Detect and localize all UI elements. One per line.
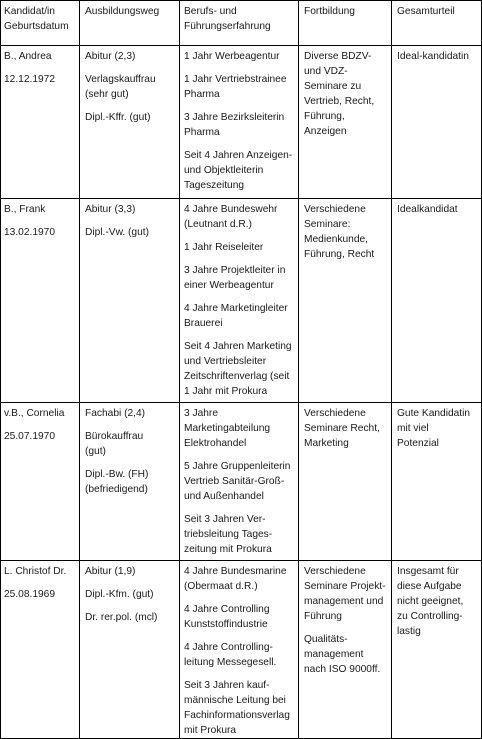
header-verdict: [397, 4, 479, 19]
experience-entry: [184, 240, 296, 255]
cell-text-line: mit viel: [397, 423, 429, 434]
cell-text-line: und VDZ-: [304, 66, 348, 77]
header-verdict-label: Gesamturteil: [397, 6, 455, 17]
cell-text-line: Idealkandidat: [397, 204, 458, 215]
cell-text-line: Gute Kandidatin: [397, 408, 471, 419]
column-divider: [298, 0, 299, 739]
cell-text-line: 4 Jahre Controlling: [184, 604, 270, 615]
candidate-birthdate: 25.07.1970: [4, 431, 55, 442]
cell-text-line: Kunststoffindustrie: [184, 619, 268, 630]
experience-entry: [184, 263, 296, 293]
cell-text-line: Verlagskauffrau: [85, 74, 156, 85]
cell-text-line: Dipl.-Kfm. (gut): [85, 589, 154, 600]
training-entry: [304, 406, 390, 451]
cell-text-line: Seit 3 Jahren Ver-: [184, 514, 266, 525]
experience-entry: [184, 301, 296, 331]
cell-text-line: Führung: [304, 611, 342, 622]
verdict-cell: [397, 49, 479, 64]
verdict-entry: [397, 406, 479, 451]
cell-text-line: Seminare:: [304, 219, 351, 230]
cell-text-line: triebsleitung Tages-: [184, 529, 273, 540]
row-divider: [0, 198, 482, 199]
cell-text-line: mit Prokura: [184, 725, 237, 736]
cell-text-line: männische Leitung bei: [184, 695, 286, 706]
cell-text-line: leitung Messegesell.: [184, 657, 277, 668]
header-experience: [184, 4, 296, 34]
cell-text-line: Vertrieb, Recht,: [304, 96, 375, 107]
cell-text-line: Dipl.-Kffr. (gut): [85, 112, 151, 123]
experience-cell: [184, 564, 296, 738]
cell-text-line: 1 Jahr Vertriebstrainee: [184, 74, 287, 85]
cell-text-line: Brauerei: [184, 318, 223, 329]
header-education-label: Ausbildungsweg: [85, 6, 160, 17]
cell-text-line: (sehr gut): [85, 89, 129, 100]
experience-entry: [184, 339, 296, 399]
training-cell: [304, 202, 390, 262]
cell-text-line: management: [304, 649, 364, 660]
cell-text-line: zu Controlling-: [397, 611, 463, 622]
education-entry: [85, 225, 177, 240]
verdict-entry: [397, 202, 479, 217]
cell-text-line: 4 Jahre Controlling-: [184, 642, 273, 653]
cell-text-line: 3 Jahre Bezirksleiterin: [184, 112, 285, 123]
experience-entry: [184, 640, 296, 670]
cell-text-line: Führung, Recht: [304, 249, 375, 260]
cell-text-line: Verschiedene: [304, 566, 366, 577]
candidate-cell: [4, 564, 78, 602]
cell-text-line: Anzeigen: [304, 126, 347, 137]
cell-text-line: und Vertriebsleiter: [184, 356, 267, 367]
cell-text-line: Diverse BDZV-: [304, 51, 372, 62]
cell-text-line: nach ISO 9000ff.: [304, 664, 381, 675]
cell-text-line: Abitur (1,9): [85, 566, 136, 577]
candidate-cell: [4, 49, 78, 87]
cell-text-line: 3 Jahre: [184, 408, 218, 419]
cell-text-line: Vertrieb Sanitär-Groß-: [184, 476, 285, 487]
cell-text-line: Zeitschriftenverlag (seit: [184, 371, 290, 382]
cell-text-line: diese Aufgabe: [397, 581, 462, 592]
cell-text-line: lastig: [397, 626, 421, 637]
education-cell: [85, 49, 177, 125]
candidate-cell: [4, 202, 78, 240]
cell-text-line: zeitung mit Prokura: [184, 544, 272, 555]
experience-cell: [184, 406, 296, 557]
training-entry: [304, 202, 390, 262]
cell-text-line: Dipl.-Vw. (gut): [85, 227, 149, 238]
candidate-name: B., Frank: [4, 204, 46, 215]
header-education: [85, 4, 177, 19]
header-divider: [0, 45, 482, 46]
experience-entry: [184, 459, 296, 504]
cell-text-line: Führung,: [304, 111, 345, 122]
cell-text-line: 1 Jahr Reiseleiter: [184, 242, 264, 253]
candidate-cell: [4, 406, 78, 444]
header-training: [304, 4, 390, 19]
candidate-birthdate: 12.12.1972: [4, 74, 55, 85]
cell-text-line: und Objektleiterin: [184, 165, 264, 176]
cell-text-line: Qualitäts-: [304, 634, 348, 645]
cell-text-line: (Obermaat d.R.): [184, 581, 258, 592]
cell-text-line: (gut): [85, 446, 106, 457]
cell-text-line: Seminare Projekt-: [304, 581, 386, 592]
cell-text-line: Marketingabteilung: [184, 423, 271, 434]
verdict-cell: [397, 202, 479, 217]
education-entry: [85, 564, 177, 579]
training-cell: [304, 406, 390, 451]
cell-text-line: Seminare Recht,: [304, 423, 380, 434]
training-entry: [304, 632, 390, 677]
education-entry: [85, 110, 177, 125]
cell-text-line: (Leutnant d.R.): [184, 219, 252, 230]
experience-entry: [184, 49, 296, 64]
cell-text-line: Seit 4 Jahren Anzeigen-: [184, 150, 293, 161]
cell-text-line: Medienkunde,: [304, 234, 369, 245]
cell-text-line: Seit 4 Jahren Marketing: [184, 341, 292, 352]
experience-entry: [184, 202, 296, 232]
experience-cell: [184, 49, 296, 193]
cell-text-line: und Außenhandel: [184, 491, 264, 502]
candidate-name: L. Christof Dr.: [4, 566, 67, 577]
cell-text-line: 3 Jahre Projektleiter in: [184, 265, 286, 276]
education-cell: [85, 564, 177, 625]
cell-text-line: Ideal-kandidatin: [397, 51, 469, 62]
experience-entry: [184, 512, 296, 557]
experience-entry: [184, 602, 296, 632]
cell-text-line: Verschiedene: [304, 204, 366, 215]
education-entry: [85, 202, 177, 217]
candidate-name: v.B., Cornelia: [4, 408, 65, 419]
cell-text-line: nicht geeignet,: [397, 596, 464, 607]
cell-text-line: Bürokauffrau: [85, 431, 144, 442]
table-border-top: [0, 0, 482, 1]
table-border-left: [0, 0, 1, 739]
education-entry: [85, 587, 177, 602]
education-entry: [85, 49, 177, 64]
header-candidate: [4, 4, 78, 34]
cell-text-line: Pharma: [184, 127, 220, 138]
cell-text-line: Abitur (2,3): [85, 51, 136, 62]
training-entry: [304, 564, 390, 624]
cell-text-line: 4 Jahre Marketingleiter: [184, 303, 288, 314]
experience-entry: [184, 72, 296, 102]
cell-text-line: Seminare zu: [304, 81, 362, 92]
header-experience-line: Führungserfahrung: [184, 21, 271, 32]
cell-text-line: Dipl.-Bw. (FH): [85, 469, 149, 480]
cell-text-line: Fachinformationsverlag: [184, 710, 290, 721]
education-entry: [85, 610, 177, 625]
training-cell: [304, 564, 390, 677]
cell-text-line: einer Werbeagentur: [184, 280, 274, 291]
cell-text-line: Elektrohandel: [184, 438, 247, 449]
cell-text-line: Marketing: [304, 438, 349, 449]
verdict-entry: [397, 564, 479, 639]
training-entry: [304, 49, 390, 139]
education-cell: [85, 202, 177, 240]
cell-text-line: 4 Jahre Bundesmarine: [184, 566, 287, 577]
cell-text-line: Fachabi (2,4): [85, 408, 146, 419]
header-birthdate-line: Geburtsdatum: [4, 21, 69, 32]
training-cell: [304, 49, 390, 139]
cell-text-line: Potenzial: [397, 438, 439, 449]
experience-entry: [184, 148, 296, 193]
cell-text-line: Pharma: [184, 89, 220, 100]
experience-cell: [184, 202, 296, 399]
education-cell: [85, 406, 177, 497]
cell-text-line: 1 Jahr Werbeagentur: [184, 51, 280, 62]
education-entry: [85, 467, 177, 497]
cell-text-line: Verschiedene: [304, 408, 366, 419]
experience-entry: [184, 564, 296, 594]
cell-text-line: Tageszeitung: [184, 180, 245, 191]
cell-text-line: Insgesamt für: [397, 566, 459, 577]
header-training-label: Fortbildung: [304, 6, 355, 17]
verdict-entry: [397, 49, 479, 64]
education-entry: [85, 72, 177, 102]
experience-entry: [184, 406, 296, 451]
header-experience-line: Berufs- und: [184, 6, 237, 17]
candidate-birthdate: 25.08.1969: [4, 589, 55, 600]
cell-text-line: Dr. rer.pol. (mcl): [85, 612, 158, 623]
verdict-cell: [397, 406, 479, 451]
cell-text-line: 4 Jahre Bundeswehr: [184, 204, 278, 215]
verdict-cell: [397, 564, 479, 639]
cell-text-line: Seit 3 Jahren kauf-: [184, 680, 270, 691]
header-candidate-line: Kandidat/in: [4, 6, 55, 17]
column-divider: [179, 0, 180, 739]
column-divider: [391, 0, 392, 739]
column-divider: [79, 0, 80, 739]
row-divider: [0, 560, 482, 561]
cell-text-line: Abitur (3,3): [85, 204, 136, 215]
row-divider: [0, 402, 482, 403]
experience-entry: [184, 678, 296, 738]
cell-text-line: (befriedigend): [85, 484, 148, 495]
candidate-birthdate: 13.02.1970: [4, 227, 55, 238]
education-entry: [85, 429, 177, 459]
cell-text-line: management und: [304, 596, 384, 607]
cell-text-line: 5 Jahre Gruppenleiterin: [184, 461, 291, 472]
education-entry: [85, 406, 177, 421]
cell-text-line: 1 Jahr mit Prokura: [184, 386, 268, 397]
candidate-name: B., Andrea: [4, 51, 52, 62]
experience-entry: [184, 110, 296, 140]
